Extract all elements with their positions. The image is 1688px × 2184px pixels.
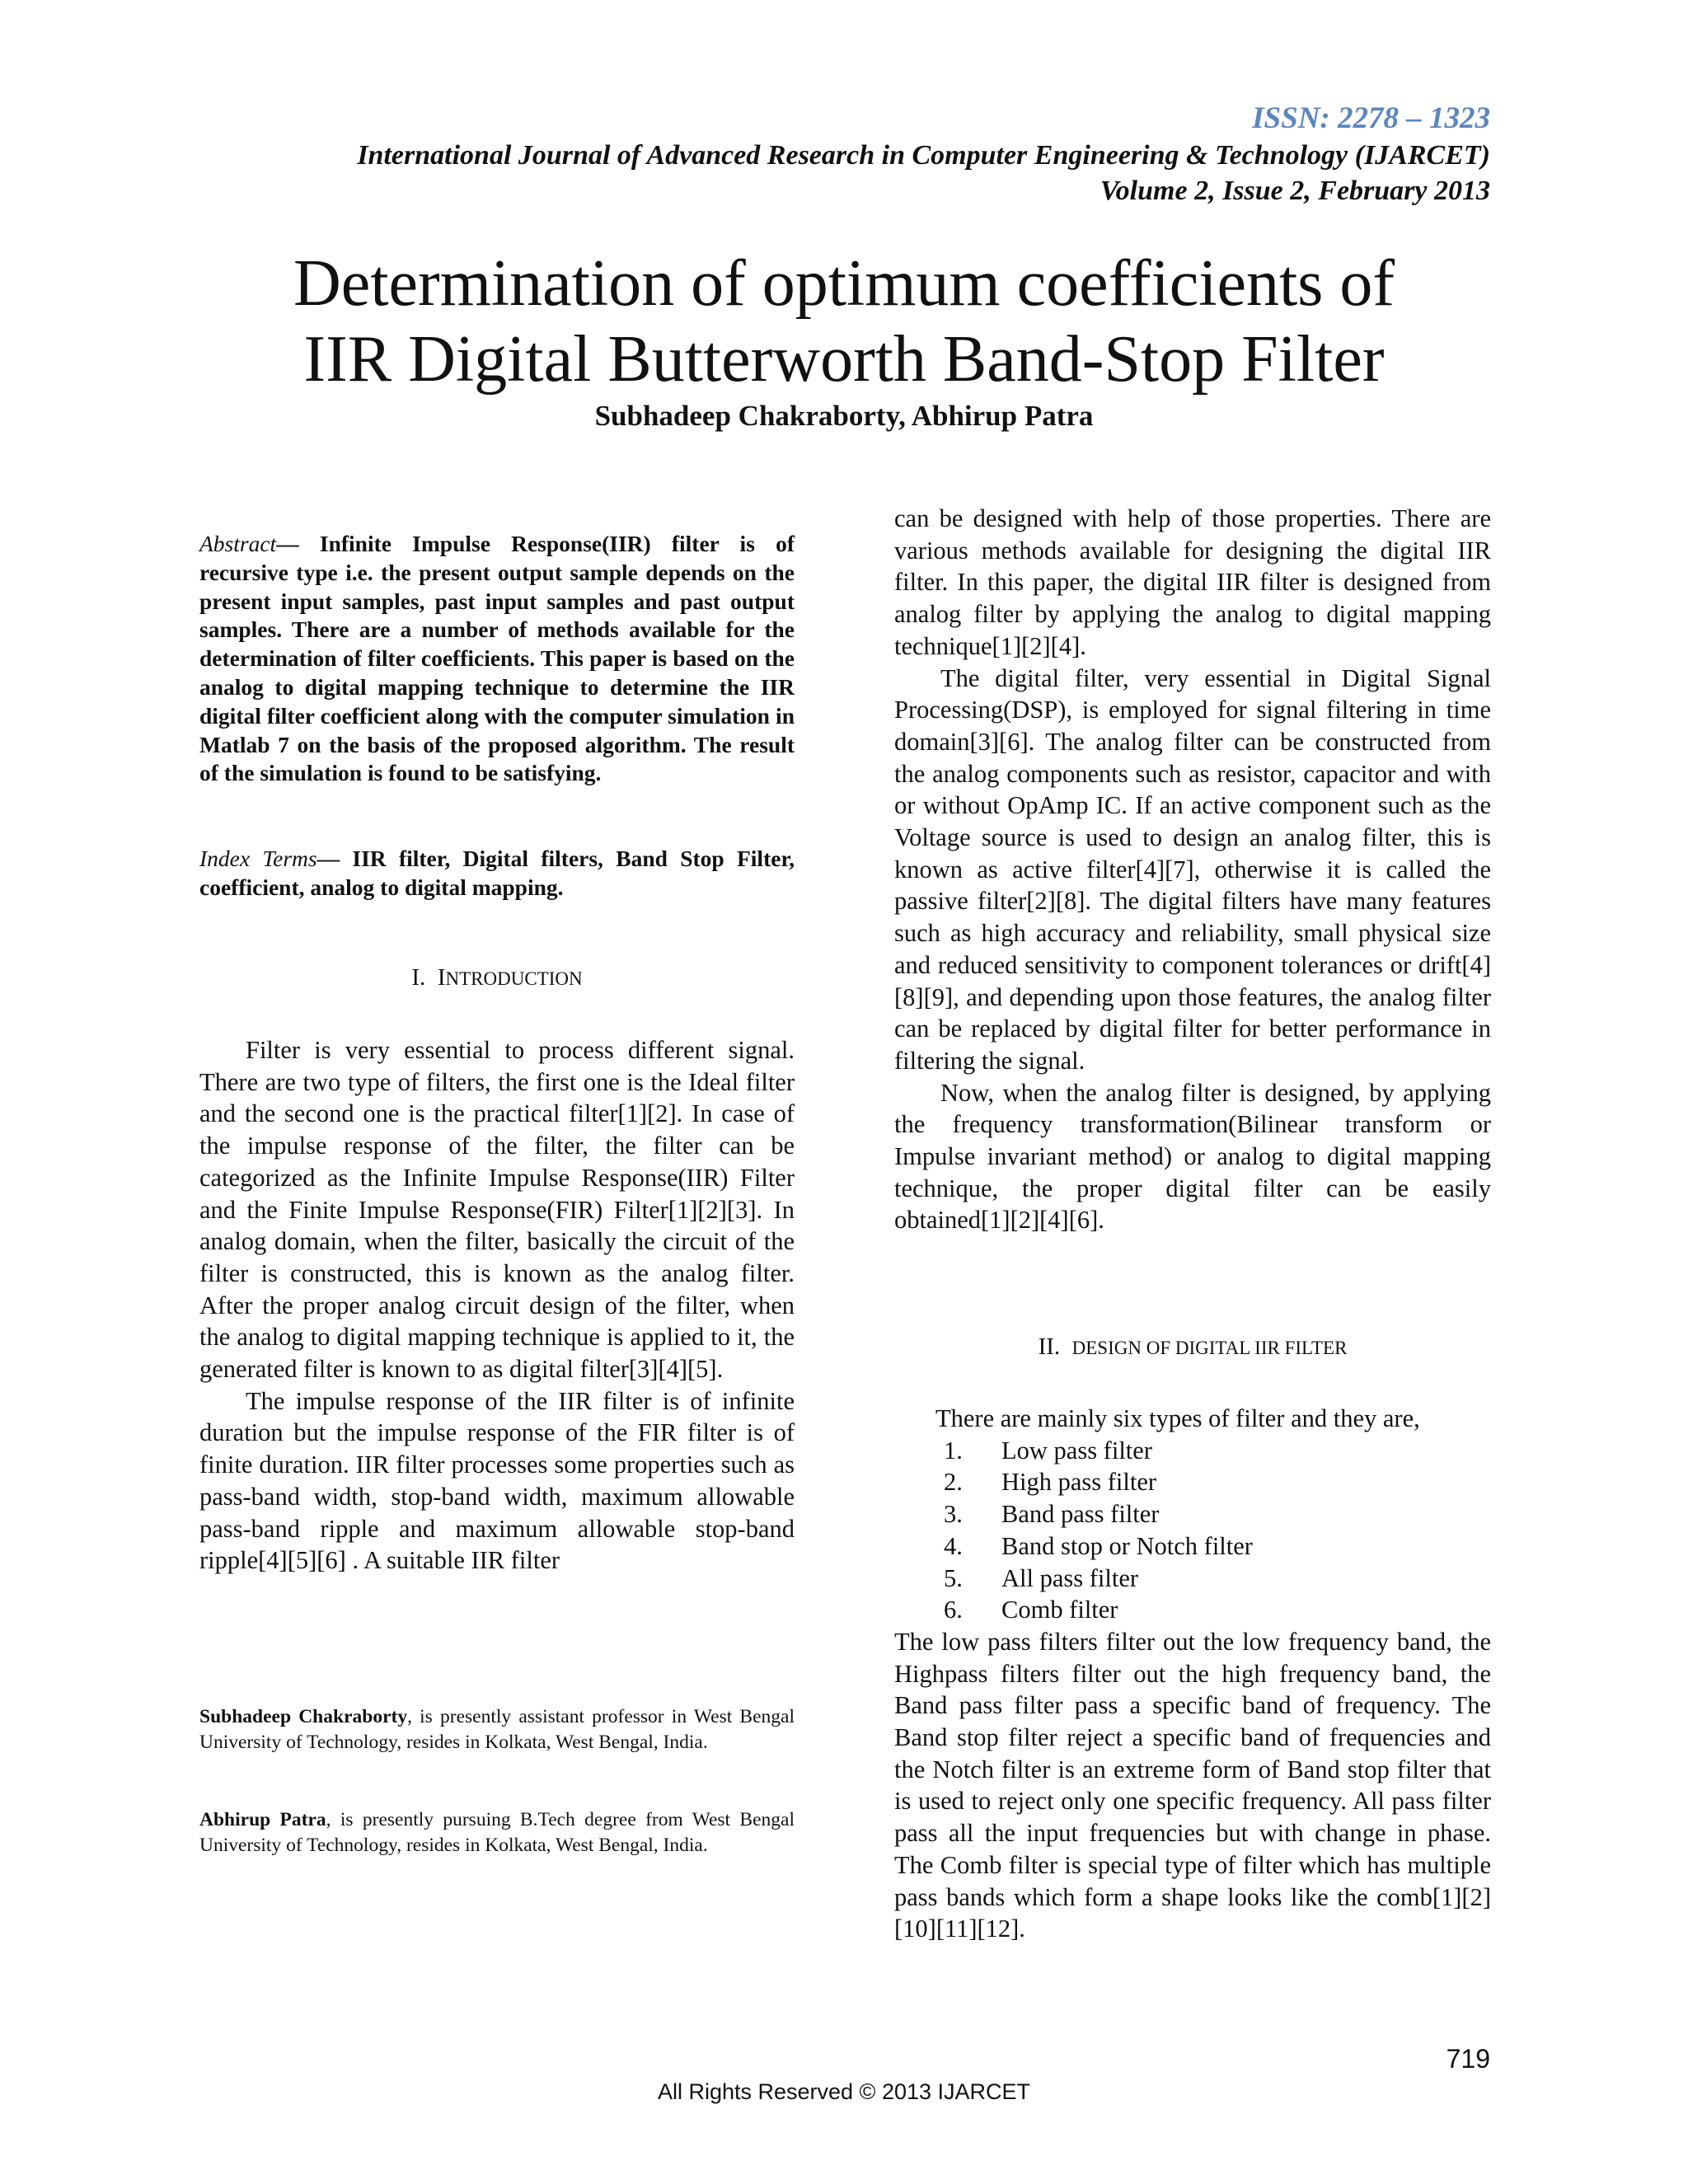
title-line-2: IIR Digital Butterworth Band-Stop Filter — [303, 323, 1385, 396]
section-2-title: DESIGN OF DIGITAL IIR FILTER — [1071, 1338, 1348, 1358]
section-1-number: I. — [411, 964, 426, 991]
intro-paragraph-2: The impulse response of the IIR filter is of infinite duration but the impulse response of the FIR filter is of finite duration. IIR filter processes some properties such as pass-band width, stop-band width, maximum allowable pass-band ripple and maximum allowable stop-band ripple[4][5][6] . A suitable IIR filter — [199, 1386, 795, 1575]
filter-types-paragraph: The low pass filters filter out the low frequency band, the Highpass filters filter out the high frequency band, the Band pass filter pass a specific band of frequency. The Band stop filter reject a specific band of frequencies and the Notch filter is an extreme form of Band stop filter that is used to reject only one specific frequency. All pass filter pass all the input frequencies but with change in phase. The Comb filter is special type of filter which has multiple pass bands which form a shape looks like the comb[1][2][10][11][12]. — [894, 1627, 1491, 1943]
list-item: 6. Comb filter — [944, 1596, 1118, 1624]
page-number: 719 — [1446, 2044, 1490, 2074]
footnote-1-name: Subhadeep Chakraborty — [199, 1706, 408, 1727]
paper-authors: Subhadeep Chakraborty, Abhirup Patra — [594, 400, 1094, 432]
list-item: 4. Band stop or Notch filter — [944, 1531, 1253, 1560]
footnote-2-name: Abhirup Patra — [199, 1809, 326, 1830]
section-1-first-letter: I — [437, 964, 446, 991]
paper-title — [0, 246, 1688, 397]
footnote-author-1 — [199, 1704, 795, 1755]
footnote-author-2 — [199, 1807, 795, 1858]
list-item: 2. High pass filter — [944, 1468, 1157, 1497]
journal-volume: Volume 2, Issue 2, February 2013 — [1100, 176, 1490, 206]
filter-types-list — [894, 1435, 1491, 1626]
footnote-2-text: , is presently pursuing B.Tech degree from West Bengal University of Technology, resides in Kolkata, West Bengal, India. — [199, 1809, 795, 1856]
section-heading-introduction — [199, 964, 795, 991]
index-terms-lead: Index Terms — [199, 846, 317, 871]
copyright-footer: All Rights Reserved © 2013 IJARCET — [657, 2079, 1031, 2104]
abstract-text: — Infinite Impulse Response(IIR) filter is of recursive type i.e. the present output sample depends on the present input samples, past input samples and past output samples. There are a number of methods available for the determination of filter coefficients. This paper is based on the analog to digital mapping technique to determine the IIR digital filter coefficient along with the computer simulation in Matlab 7 on the basis of the proposed algorithm. The result of the simulation is found to be satisfying. — [199, 531, 795, 786]
right-paragraph-3: Now, when the analog filter is designed, by applying the frequency transformation(Bilinear transform or Impulse invariant method) or analog to digital mapping technique, the proper digital filter can be easily obtained[1][2][4][6]. — [894, 1078, 1491, 1235]
right-paragraph-1: can be designed with help of those properties. There are various methods available for designing the digital IIR filter. In this paper, the digital IIR filter is designed from analog filter by applying the analog to digital mapping technique[1][2][4]. — [894, 504, 1491, 660]
introduction-body — [199, 1034, 795, 1577]
filter-types-intro: There are mainly six types of filter and they are, — [935, 1404, 1420, 1432]
section-2-number: II. — [1038, 1333, 1061, 1360]
title-line-1: Determination of optimum coefficients of — [293, 247, 1395, 320]
abstract — [199, 530, 795, 788]
right-paragraph-2: The digital filter, very essential in Digital Signal Processing(DSP), is employed for signal filtering in time domain[3][6]. The analog filter can be constructed from the analog components such as resistor, capacitor and with or without OpAmp IC. If an active component such as the Voltage source is used to design an analog filter, this is known as active filter[4][7], otherwise it is called the passive filter[2][8]. The digital filters have many features such as high accuracy and reliability, small physical size and reduced sensitivity to component tolerances or drift[4][8][9], and depending upon those features, the analog filter can be replaced by digital filter for better performance in filtering the signal. — [894, 663, 1491, 1075]
right-column-intro-continued — [894, 503, 1491, 1236]
list-item: 5. All pass filter — [944, 1563, 1139, 1592]
journal-name: International Journal of Advanced Research in Computer Engineering & Technology (IJARCET) — [357, 140, 1490, 171]
design-body — [894, 1403, 1491, 1945]
section-1-rest: NTRODUCTION — [445, 968, 583, 989]
list-item: 3. Band pass filter — [944, 1500, 1160, 1529]
journal-issn: ISSN: 2278 – 1323 — [1252, 101, 1490, 135]
footnote-1-text: , is presently assistant professor in West Bengal University of Technology, resides in Kolkata, West Bengal, India. — [199, 1706, 795, 1753]
abstract-lead: Abstract — [199, 531, 277, 556]
index-terms-text: — IIR filter, Digital filters, Band Stop Filter, coefficient, analog to digital mapping. — [199, 846, 795, 900]
section-heading-design — [894, 1333, 1491, 1361]
list-item: 1. Low pass filter — [944, 1436, 1152, 1465]
intro-paragraph-1: Filter is very essential to process different signal. There are two type of filters, the first one is the Ideal filter and the second one is the practical filter[1][2]. In case of the impulse response of the filter, the filter can be categorized as the Infinite Impulse Response(IIR) Filter and the Finite Impulse Response(FIR) Filter[1][2][3]. In analog domain, when the filter, basically the circuit of the filter is constructed, this is known as the analog filter. After the proper analog circuit design of the filter, when the analog to digital mapping technique is applied to it, the generated filter is known to as digital filter[3][4][5]. — [199, 1036, 795, 1384]
index-terms — [199, 845, 795, 902]
